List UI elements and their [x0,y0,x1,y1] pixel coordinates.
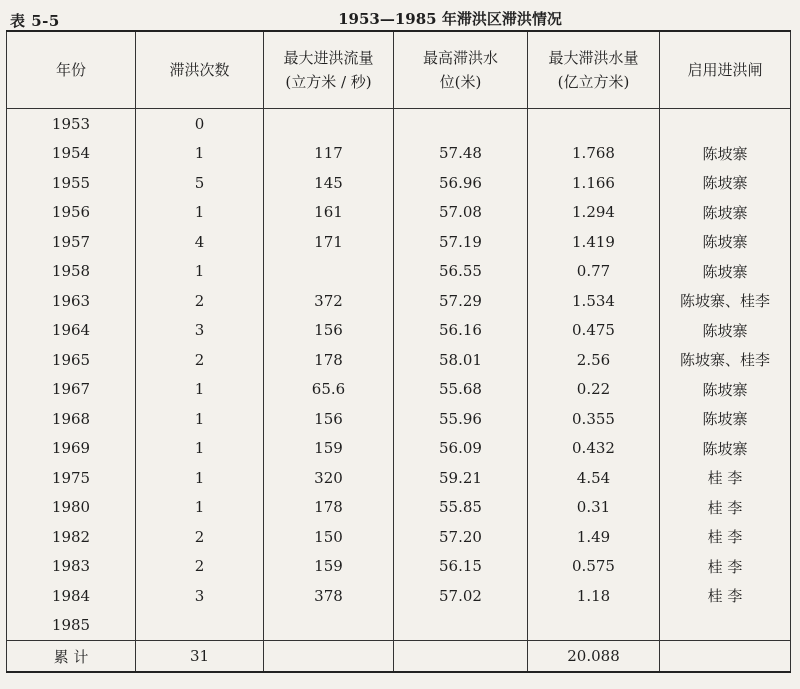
cell-times [136,611,264,641]
header-max-inflow-line1: 最大进洪流量 [283,49,374,67]
cell-gate: 陈坡寨、桂李 [660,286,791,316]
cell-max-inflow: 156 [264,316,394,346]
table-row [7,463,791,493]
cell-max-volume: 1.49 [528,522,660,552]
cell-max-inflow: 65.6 [264,375,394,405]
header-max-volume-line1: 最大滞洪水量 [548,49,639,67]
cell-times: 1 [136,139,264,169]
table-title: 1953—1985 年滞洪区滞洪情况 [338,10,562,28]
cell-year: 1982 [7,522,136,552]
cell-max-level: 57.29 [394,286,528,316]
cell-max-inflow: 372 [264,286,394,316]
table-row [7,522,791,552]
cell-times: 1 [136,404,264,434]
cell-year: 1969 [7,434,136,464]
cell-gate: 陈坡寨 [660,198,791,228]
cell-max-volume: 0.22 [528,375,660,405]
cell-times: 2 [136,345,264,375]
cell-gate [660,109,791,139]
cell-max-inflow: 178 [264,493,394,523]
cell-max-volume: 0.77 [528,257,660,287]
cell-year: 1963 [7,286,136,316]
cell-max-level: 57.19 [394,227,528,257]
cell-gate: 陈坡寨 [660,316,791,346]
header-max-level-line2: 位(米) [439,73,482,91]
cell-gate: 陈坡寨 [660,168,791,198]
cell-max-inflow: 159 [264,434,394,464]
cell-year: 1985 [7,611,136,641]
table-row [7,257,791,287]
cell-max-level: 57.20 [394,522,528,552]
cell-max-volume: 1.166 [528,168,660,198]
table-row [7,493,791,523]
cell-times: 2 [136,552,264,582]
table-row [7,375,791,405]
total-times: 31 [136,641,264,673]
cell-max-inflow: 145 [264,168,394,198]
table-row [7,109,791,139]
cell-times: 0 [136,109,264,139]
cell-max-volume: 1.768 [528,139,660,169]
cell-max-inflow: 150 [264,522,394,552]
cell-times: 1 [136,493,264,523]
cell-year: 1954 [7,139,136,169]
cell-max-inflow [264,611,394,641]
cell-max-level: 57.02 [394,581,528,611]
cell-times: 3 [136,581,264,611]
cell-year: 1980 [7,493,136,523]
cell-max-inflow: 161 [264,198,394,228]
cell-max-level: 57.08 [394,198,528,228]
cell-year: 1955 [7,168,136,198]
header-max-level-line1: 最高滞洪水 [422,49,498,67]
cell-times: 4 [136,227,264,257]
cell-times: 1 [136,463,264,493]
cell-max-level: 56.15 [394,552,528,582]
cell-year: 1968 [7,404,136,434]
cell-max-level [394,109,528,139]
cell-max-inflow: 178 [264,345,394,375]
cell-year: 1984 [7,581,136,611]
table-row [7,286,791,316]
table-row [7,227,791,257]
cell-gate [660,611,791,641]
cell-max-volume: 1.534 [528,286,660,316]
cell-year: 1965 [7,345,136,375]
cell-times: 2 [136,286,264,316]
table-row [7,404,791,434]
header-year: 年份 [7,31,136,109]
total-level [394,641,528,673]
cell-gate: 桂 李 [660,552,791,582]
cell-max-inflow [264,109,394,139]
table-row [7,581,791,611]
cell-max-level: 59.21 [394,463,528,493]
cell-year: 1967 [7,375,136,405]
cell-gate: 桂 李 [660,581,791,611]
total-inflow [264,641,394,673]
cell-gate: 陈坡寨 [660,404,791,434]
cell-max-volume: 0.432 [528,434,660,464]
header-max-volume-line2: (亿立方米) [557,73,630,91]
table-row [7,552,791,582]
table-row [7,611,791,641]
cell-max-inflow: 378 [264,581,394,611]
total-volume: 20.088 [528,641,660,673]
cell-times: 1 [136,434,264,464]
header-gate: 启用进洪闸 [660,31,791,109]
table-number-label: 表 5-5 [10,12,60,30]
cell-times: 2 [136,522,264,552]
table-row [7,168,791,198]
cell-times: 3 [136,316,264,346]
cell-gate: 陈坡寨 [660,257,791,287]
cell-max-inflow: 156 [264,404,394,434]
cell-max-volume [528,109,660,139]
cell-max-level: 56.55 [394,257,528,287]
cell-max-inflow: 159 [264,552,394,582]
cell-max-level: 57.48 [394,139,528,169]
table-row [7,316,791,346]
cell-max-level: 56.09 [394,434,528,464]
cell-gate: 陈坡寨 [660,227,791,257]
cell-max-level: 56.96 [394,168,528,198]
cell-gate: 桂 李 [660,463,791,493]
table-row [7,434,791,464]
cell-max-level: 55.96 [394,404,528,434]
cell-max-volume: 1.18 [528,581,660,611]
cell-max-volume [528,611,660,641]
cell-year: 1975 [7,463,136,493]
cell-max-volume: 0.31 [528,493,660,523]
cell-gate: 陈坡寨、桂李 [660,345,791,375]
cell-times: 1 [136,198,264,228]
table-row [7,139,791,169]
cell-gate: 桂 李 [660,522,791,552]
cell-max-level: 58.01 [394,345,528,375]
header-times: 滞洪次数 [136,31,264,109]
cell-max-inflow: 171 [264,227,394,257]
cell-gate: 陈坡寨 [660,375,791,405]
cell-max-volume: 1.419 [528,227,660,257]
cell-max-volume: 2.56 [528,345,660,375]
total-gate [660,641,791,673]
cell-year: 1956 [7,198,136,228]
total-row [7,641,791,673]
cell-max-volume: 1.294 [528,198,660,228]
flood-detention-table [6,30,791,673]
cell-max-volume: 0.575 [528,552,660,582]
cell-max-level [394,611,528,641]
header-max-level [394,31,528,109]
cell-year: 1983 [7,552,136,582]
cell-gate: 桂 李 [660,493,791,523]
cell-year: 1953 [7,109,136,139]
cell-year: 1958 [7,257,136,287]
cell-gate: 陈坡寨 [660,139,791,169]
header-max-inflow [264,31,394,109]
cell-gate: 陈坡寨 [660,434,791,464]
header-max-volume [528,31,660,109]
cell-max-inflow: 117 [264,139,394,169]
cell-max-volume: 0.475 [528,316,660,346]
header-max-inflow-line2: (立方米 / 秒) [285,73,372,91]
cell-max-inflow [264,257,394,287]
cell-max-volume: 4.54 [528,463,660,493]
cell-year: 1964 [7,316,136,346]
table-row [7,345,791,375]
cell-times: 1 [136,375,264,405]
total-label: 累 计 [7,641,136,673]
cell-max-level: 56.16 [394,316,528,346]
cell-max-volume: 0.355 [528,404,660,434]
header-row [7,31,791,109]
cell-times: 1 [136,257,264,287]
cell-times: 5 [136,168,264,198]
table-row [7,198,791,228]
cell-year: 1957 [7,227,136,257]
cell-max-level: 55.68 [394,375,528,405]
cell-max-level: 55.85 [394,493,528,523]
cell-max-inflow: 320 [264,463,394,493]
